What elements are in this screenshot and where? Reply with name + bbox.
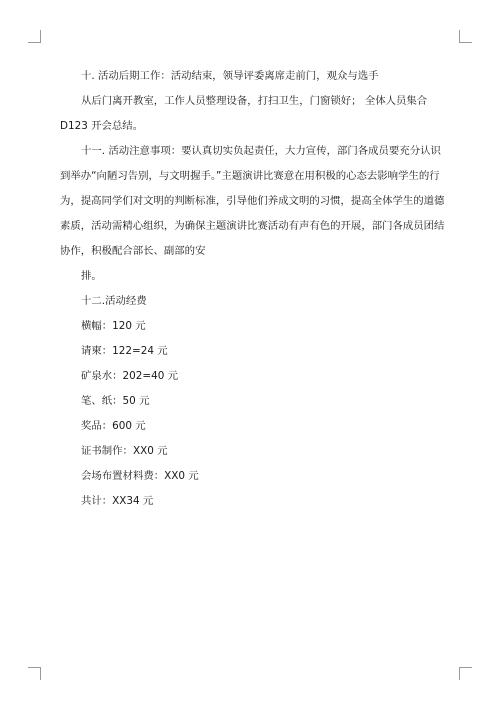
- budget-item-prizes: 奖品：600 元: [81, 420, 146, 432]
- budget-item-banner: 横幅：120 元: [81, 320, 146, 332]
- budget-item-venue-materials: 会场布置材料费：XX0 元: [81, 470, 199, 482]
- document-body: [60, 64, 450, 514]
- section-11-tail: 排。: [81, 270, 102, 282]
- section-12-heading: 十二.活动经费: [81, 295, 147, 307]
- crop-mark-top-left: [28, 30, 41, 43]
- budget-item-invitation: 请柬：122=24 元: [81, 345, 168, 357]
- section-10-line-1: 十. 活动后期工作：活动结束，领导评委离席走前门，观众与选手: [81, 70, 379, 82]
- crop-mark-bottom-right: [459, 667, 472, 680]
- crop-mark-top-right: [459, 30, 472, 43]
- section-10-line-3: D123 开会总结。: [60, 120, 144, 132]
- section-10-line-2: 从后门离开教室，工作人员整理设备，打扫卫生，门窗锁好； 全体人员集合: [81, 95, 428, 107]
- budget-item-water: 矿泉水：202=40 元: [81, 370, 179, 382]
- budget-total: 共计：XX34 元: [81, 495, 154, 507]
- budget-item-stationery: 笔、纸：50 元: [81, 395, 150, 407]
- budget-item-certificates: 证书制作：XX0 元: [81, 445, 168, 457]
- crop-mark-bottom-left: [28, 667, 41, 680]
- section-11-paragraph: 十一. 活动注意事项：要认真切实负起责任，大力宣传，部门各成员要充分认识到举办“向陋习告别，与文明握手。”主题演讲比赛意在用积极的心态去影响学生的行为，提高同学们对文明的判断标准，引导他们养成文明的习惯，提高全体学生的道德素质，活动需精心组织，为确保主题演讲比赛活动有声有色的开展，部门各成员团结协作，积极配合部长、副部的安: [60, 145, 445, 257]
